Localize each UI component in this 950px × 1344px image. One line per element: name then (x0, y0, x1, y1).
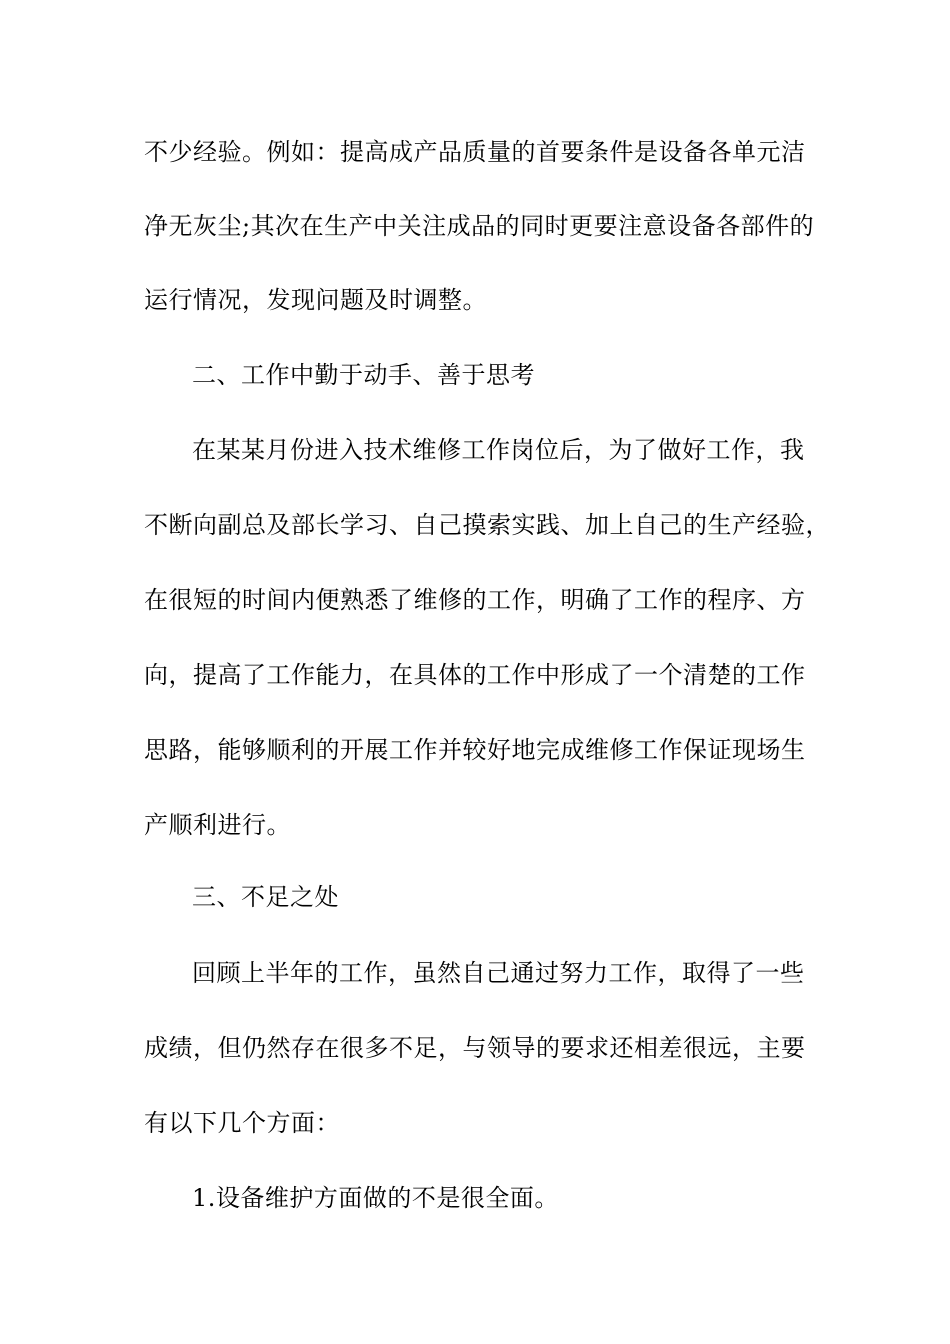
section-heading: 三、不足之处 (192, 883, 339, 911)
body-text-line: 回顾上半年的工作，虽然自己通过努力工作，取得了一些 (192, 959, 805, 987)
body-text-line: 在某某月份进入技术维修工作岗位后，为了做好工作，我 (192, 436, 805, 464)
section-heading: 二、工作中勤于动手、善于思考 (192, 361, 535, 389)
body-text-line: 有以下几个方面： (144, 1109, 340, 1137)
body-text-line: 不断向副总及部长学习、自己摸索实践、加上自己的生产经验， (144, 511, 830, 539)
body-text-line: 不少经验。例如：提高成产品质量的首要条件是设备各单元洁 (144, 138, 806, 166)
body-text-line: 思路，能够顺利的开展工作并较好地完成维修工作保证现场生 (144, 736, 806, 764)
list-item: 1.设备维护方面做的不是很全面。 (192, 1184, 559, 1212)
body-text-line: 向，提高了工作能力，在具体的工作中形成了一个清楚的工作 (144, 661, 806, 689)
body-text-line: 在很短的时间内便熟悉了维修的工作，明确了工作的程序、方 (144, 586, 806, 614)
body-text-line: 运行情况，发现问题及时调整。 (144, 286, 487, 314)
body-text-line: 成绩，但仍然存在很多不足，与领导的要求还相差很远，主要 (144, 1034, 806, 1062)
body-text-line: 产顺利进行。 (144, 811, 291, 839)
body-text-line: 净无灰尘;其次在生产中关注成品的同时更要注意设备各部件的 (144, 212, 815, 240)
